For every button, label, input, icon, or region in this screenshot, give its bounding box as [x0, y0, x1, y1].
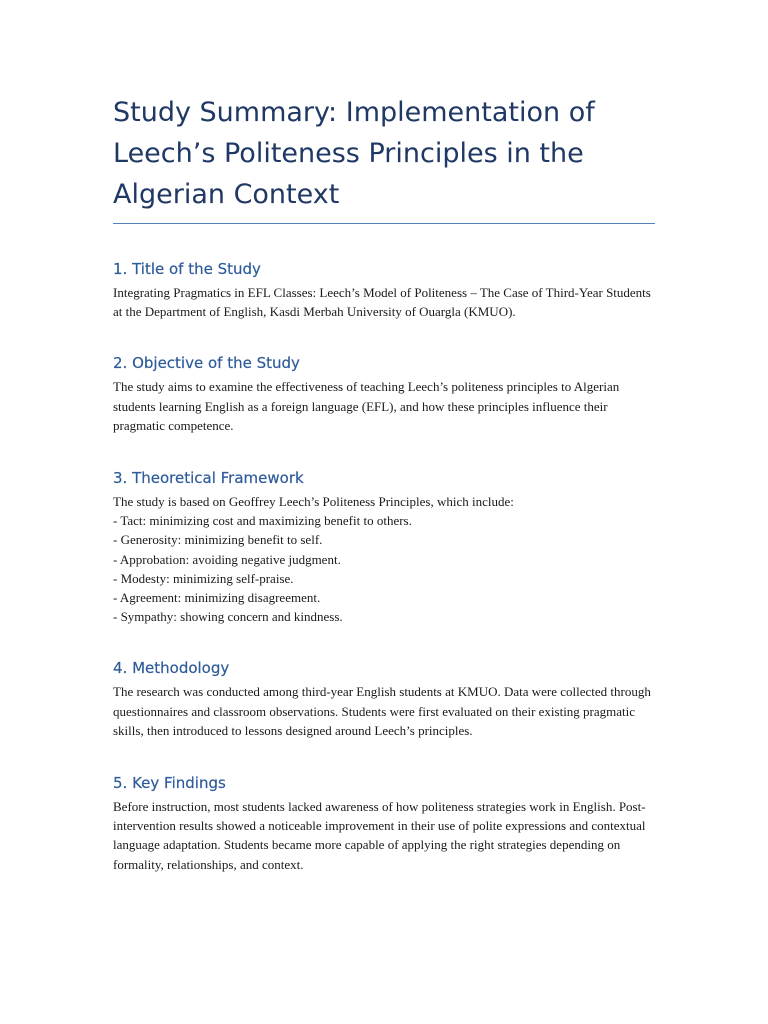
principles-list [113, 511, 658, 626]
list-item: - Approbation: avoiding negative judgment. [113, 551, 341, 567]
section-key-findings [113, 773, 658, 874]
section-heading: 1. Title of the Study [113, 260, 261, 278]
list-item: - Tact: minimizing cost and maximizing benefit to others. [113, 513, 412, 529]
section-heading: 5. Key Findings [113, 774, 226, 793]
section-title-of-study [113, 259, 658, 321]
section-body: Integrating Pragmatics in EFL Classes: Leech’s Model of Politeness – The Case of Third-Year Students at the Department of English, Kasdi Merbah University of Ouargla (KMUO). [113, 285, 651, 320]
list-item: - Agreement: minimizing disagreement. [113, 590, 321, 606]
title-divider [113, 223, 655, 224]
section-objective [113, 353, 658, 435]
section-theoretical-framework [113, 468, 658, 626]
section-heading: 4. Methodology [113, 659, 230, 678]
section-body: The study aims to examine the effectiveness of teaching Leech’s politeness principles to Algerian students learning English as a foreign language (EFL), and how these principles influence their pragmatic competence. [113, 379, 620, 433]
list-item: - Sympathy: showing concern and kindness. [113, 609, 343, 625]
list-item: - Generosity: minimizing benefit to self. [113, 532, 323, 548]
section-heading: 2. Objective of the Study [113, 354, 300, 373]
section-heading: 3. Theoretical Framework [113, 469, 304, 488]
section-body: The study is based on Geoffrey Leech’s Politeness Principles, which include: [113, 494, 514, 510]
section-body: Before instruction, most students lacked awareness of how politeness strategies work in English. Post-intervention results showed a noticeable improvement in their use of polite expressions and contextual language adaptation. Students became more capable of applying the right strategies depending on formality, relationships, and context. [113, 799, 646, 872]
list-item: - Modesty: minimizing self-praise. [113, 570, 294, 586]
document-page [113, 92, 658, 874]
section-methodology [113, 658, 658, 740]
section-body: The research was conducted among third-year English students at KMUO. Data were collected through questionnaires and classroom observations. Students were first evaluated on their existing pragmatic skills, then introduced to lessons designed around Leech’s principles. [113, 684, 651, 738]
document-title: Study Summary: Implementation of Leech’s Politeness Principles in the Algerian Context [113, 97, 595, 210]
